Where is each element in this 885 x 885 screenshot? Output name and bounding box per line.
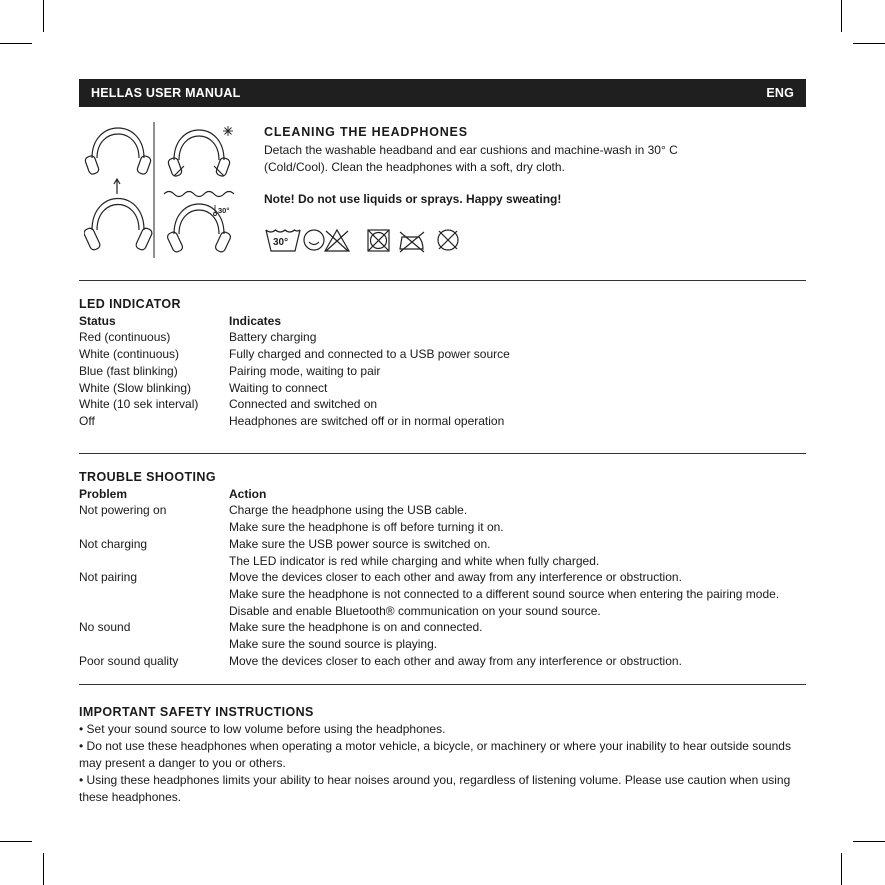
led-indicates-cell: Waiting to connect <box>229 380 328 395</box>
action-cell: Disable and enable Bluetooth® communication on your sound source. <box>229 603 601 618</box>
table-row <box>79 502 806 519</box>
sparkle-icon <box>223 126 233 136</box>
led-status-cell: Off <box>79 413 95 428</box>
led-status-header: Status <box>79 313 116 328</box>
laundry-care-icons <box>264 225 464 255</box>
crop-mark <box>853 841 885 842</box>
led-indicates-header: Indicates <box>229 313 282 328</box>
led-title: LED INDICATOR <box>79 297 181 311</box>
problem-cell <box>79 553 229 570</box>
headphone-icon <box>84 199 153 252</box>
led-table-header <box>79 313 806 330</box>
crop-mark <box>0 841 32 842</box>
led-indicator-section <box>79 296 806 430</box>
water-wave-icon <box>164 192 234 197</box>
problem-cell: Not powering on <box>79 503 167 518</box>
led-indicates-cell: Connected and switched on <box>229 397 378 412</box>
clean-headphone-icon <box>167 130 231 177</box>
troubleshooting-table-header <box>79 486 806 503</box>
problem-cell: Not charging <box>79 536 148 551</box>
action-cell: Move the devices closer to each other and away from any interference or obstruction. <box>229 653 682 668</box>
problem-cell: Not pairing <box>79 570 138 585</box>
action-cell: Make sure the headphone is off before turning it on. <box>229 520 504 535</box>
crop-mark <box>43 0 44 32</box>
cleaning-title: CLEANING THE HEADPHONES <box>264 125 468 139</box>
problem-cell <box>79 519 229 536</box>
led-status-cell: Red (continuous) <box>79 330 171 345</box>
led-status-cell: Blue (fast blinking) <box>79 363 178 378</box>
table-row <box>79 329 806 346</box>
table-row <box>79 636 806 653</box>
manual-header <box>79 79 806 107</box>
table-row <box>79 346 806 363</box>
do-not-iron-icon <box>400 232 424 252</box>
action-cell: Charge the headphone using the USB cable. <box>229 503 468 518</box>
cleaning-note: Note! Do not use liquids or sprays. Happy sweating! <box>264 192 562 206</box>
language-label: ENG <box>766 86 794 100</box>
section-divider <box>79 684 806 685</box>
safety-section <box>79 704 806 806</box>
troubleshooting-table-body <box>79 502 806 669</box>
problem-cell: No sound <box>79 620 131 635</box>
problem-cell <box>79 603 229 620</box>
table-row <box>79 586 806 603</box>
table-row <box>79 536 806 553</box>
action-cell: Make sure the sound source is playing. <box>229 637 438 652</box>
safety-item: • Set your sound source to low volume before using the headphones. <box>79 722 446 736</box>
table-row <box>79 569 806 586</box>
table-row <box>79 653 806 670</box>
table-row <box>79 413 806 430</box>
wash-temp-label: 30° <box>273 237 289 248</box>
safety-item: • Do not use these headphones when operating a motor vehicle, a bicycle, or machinery or where your inability to hear outside sounds may present a danger to you or others. <box>79 739 791 770</box>
do-not-bleach-icon <box>325 230 349 251</box>
crop-mark <box>43 853 44 885</box>
action-cell: Move the devices closer to each other and away from any interference or obstruction. <box>229 570 682 585</box>
crop-mark <box>853 43 885 44</box>
cleaning-section <box>264 124 804 208</box>
section-divider <box>79 453 806 454</box>
problem-cell: Poor sound quality <box>79 653 179 668</box>
cleaning-text-line: Detach the washable headband and ear cushions and machine-wash in 30° C <box>264 143 678 157</box>
action-cell: Make sure the USB power source is switched on. <box>229 536 491 551</box>
dry-clean-face-icon <box>304 230 324 250</box>
do-not-dry-clean-icon <box>438 230 458 250</box>
table-row <box>79 380 806 397</box>
table-row <box>79 553 806 570</box>
led-status-cell: White (Slow blinking) <box>79 380 192 395</box>
thermometer-icon <box>214 205 217 216</box>
action-cell: The LED indicator is red while charging and white when fully charged. <box>229 553 600 568</box>
cleaning-text-line: (Cold/Cool). Clean the headphones with a soft, dry cloth. <box>264 160 565 174</box>
table-row <box>79 363 806 380</box>
manual-title: HELLAS USER MANUAL <box>91 86 241 100</box>
section-divider <box>79 280 806 281</box>
table-row <box>79 519 806 536</box>
illustration-temp-label: 30° <box>218 206 230 215</box>
led-indicates-cell: Battery charging <box>229 330 317 345</box>
led-indicates-cell: Headphones are switched off or in normal operation <box>229 413 505 428</box>
crop-mark <box>841 853 842 885</box>
action-header: Action <box>229 486 267 501</box>
do-not-tumble-dry-icon <box>368 230 389 251</box>
table-row <box>79 619 806 636</box>
problem-cell <box>79 636 229 653</box>
table-row <box>79 396 806 413</box>
troubleshooting-section <box>79 469 806 669</box>
safety-list <box>79 721 806 806</box>
led-table-body <box>79 329 806 429</box>
led-status-cell: White (continuous) <box>79 347 180 362</box>
crop-mark <box>0 43 32 44</box>
led-status-cell: White (10 sek interval) <box>79 397 199 412</box>
action-cell: Make sure the headphone is on and connected. <box>229 620 483 635</box>
troubleshooting-title: TROUBLE SHOOTING <box>79 470 216 484</box>
crop-mark <box>841 0 842 32</box>
problem-header: Problem <box>79 486 128 501</box>
headband-icon <box>84 128 152 175</box>
led-indicates-cell: Pairing mode, waiting to pair <box>229 363 381 378</box>
action-cell: Make sure the headphone is not connected to a different sound source when entering the pairing mode. <box>229 586 780 601</box>
table-row <box>79 603 806 620</box>
led-indicates-cell: Fully charged and connected to a USB power source <box>229 347 510 362</box>
safety-item: • Using these headphones limits your ability to hear noises around you, regardless of listening volume. Please use caution when using these headphones. <box>79 773 791 804</box>
safety-title: IMPORTANT SAFETY INSTRUCTIONS <box>79 705 314 719</box>
headphone-disassembly-illustration <box>84 118 244 264</box>
problem-cell <box>79 586 229 603</box>
